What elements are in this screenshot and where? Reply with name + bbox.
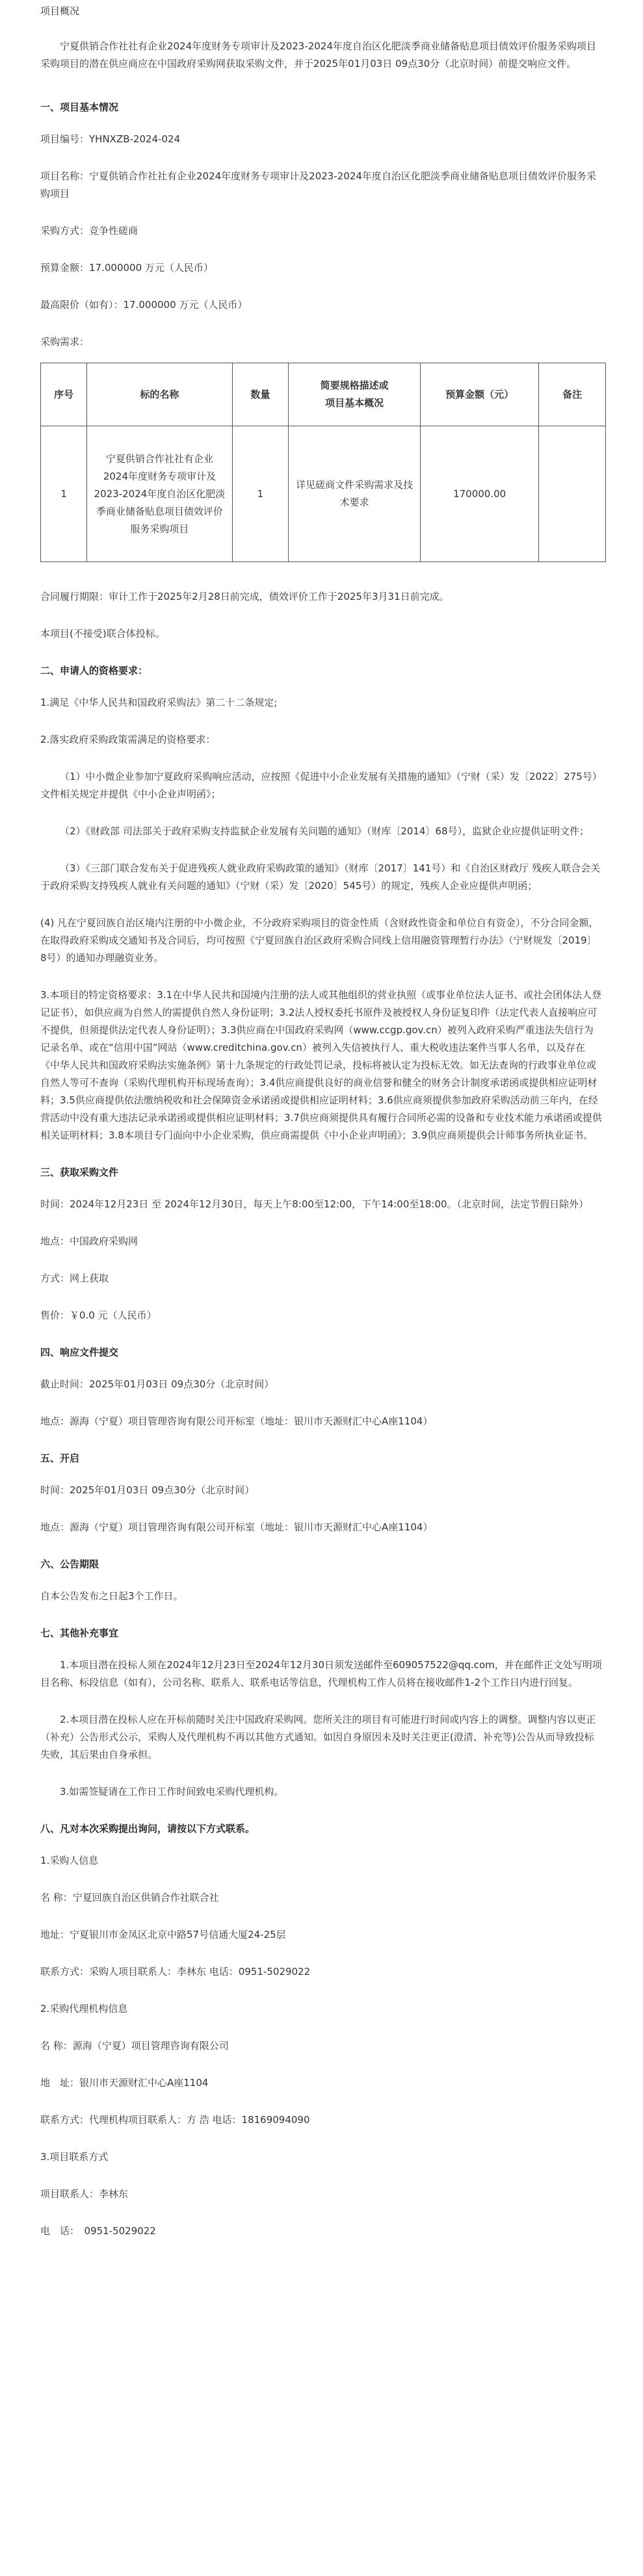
cell-qty: 1	[232, 426, 289, 562]
buyer-name: 名 称：宁夏回族自治区供销合作社联合社	[40, 1892, 219, 1903]
acquire-way: 方式：网上获取	[40, 1272, 109, 1284]
supplement-p2: 2.本项目潜在投标人应在开标前随时关注中国政府采购网。您所关注的项目有可能进行时间或内容上的调整。调整内容以更正（补充）公告形式公示，采购人及代理机构不再以其他方式通知。如因自身原因未及时关注更正(澄清、补充等)公告从而导致投标失败，其后果由自身承担。	[40, 1714, 596, 1760]
section-2-title: 二、申请人的资格要求：	[40, 665, 148, 676]
buyer-contact: 联系方式：采购人项目联系人：李林东 电话：0951-5029022	[40, 1966, 311, 1977]
consortium-note: 本项目(不接受)联合体投标。	[40, 628, 165, 639]
announcement-body	[40, 38, 603, 2253]
header-name: 标的名称	[87, 363, 232, 426]
intro-paragraph: 宁夏供销合作社社有企业2024年度财务专项审计及2023-2024年度自治区化肥淡季商业储备贴息项目债效评价服务采购项目 采购项目的潜在供应商应在中国政府采购网获取采购文件，并于2025年01月03日 09点30分（北京时间）前提交响应文件。	[40, 40, 596, 70]
opening-time: 时间：2025年01月03日 09点30分（北京时间）	[40, 1484, 255, 1496]
qualification-p1: 1.满足《中华人民共和国政府采购法》第二十二条规定;	[40, 697, 278, 708]
submit-place: 地点：源海（宁夏）项目管理咨询有限公司开标室（地址：银川市天源财汇中心A座1104）	[40, 1415, 433, 1427]
cell-budget: 170000.00	[421, 426, 539, 562]
submit-deadline: 截止时间：2025年01月03日 09点30分（北京时间）	[40, 1378, 274, 1390]
agent-contact: 联系方式：代理机构项目联系人：方 浩 电话：18169094090	[40, 2114, 310, 2126]
section-3-title: 三、获取采购文件	[40, 1166, 119, 1178]
header-spec	[289, 363, 421, 426]
section-6-title: 六、公告期限	[40, 1558, 99, 1570]
cell-no: 1	[41, 426, 87, 562]
project-contact-phone: 电 话： 0951-5029022	[40, 2225, 156, 2237]
acquire-place: 地点：中国政府采购网	[40, 1235, 138, 1247]
requirement-label: 采购需求：	[40, 336, 90, 348]
table-row	[41, 426, 606, 562]
header-remark: 备注	[539, 363, 606, 426]
agent-address: 地 址：银川市天源财汇中心A座1104	[40, 2077, 209, 2089]
supplement-p3: 3.如需签疑请在工作日工作时间致电采购代理机构。	[60, 1786, 284, 1797]
notice-period: 自本公告发布之日起3个工作日。	[40, 1590, 183, 1602]
cell-remark	[539, 426, 606, 562]
section-1-title: 一、项目基本情况	[40, 101, 119, 113]
header-budget: 预算金额（元）	[421, 363, 539, 426]
project-contact-label: 3.项目联系方式	[40, 2151, 109, 2163]
section-8-title: 八、凡对本次采购提出询问，请按以下方式联系。	[40, 1823, 256, 1835]
section-7-title: 七、其他补充事宜	[40, 1627, 119, 1639]
supplement-p1: 1.本项目潜在投标人须在2024年12月23日至2024年12月30日须发送邮件至609057522@qq.com，并在邮件正文处写明项目名称、标段信息（如有），公司名称、联系人、联系电话等信息，代理机构工作人员将在接收邮件1-2个工作日内进行回复。	[40, 1659, 602, 1688]
contract-period: 合同履行期限：审计工作于2025年2月28日前完成，债效评价工作于2025年3月31日前完成。	[40, 591, 449, 602]
acquire-price: 售价：￥0.0 元（人民币）	[40, 1309, 157, 1321]
project-number: 项目编号：YHNXZB-2024-024	[40, 133, 181, 145]
cell-name: 宁夏供销合作社社有企业2024年度财务专项审计及2023-2024年度自治区化肥淡季商业储备贴息项目债效评价服务采购项目	[87, 426, 232, 562]
project-name: 项目名称：宁夏供销合作社社有企业2024年度财务专项审计及2023-2024年度自治区化肥淡季商业储备贴息项目债效评价服务采购项目	[40, 170, 596, 200]
header-qty: 数量	[232, 363, 289, 426]
buyer-address: 地址：宁夏银川市金凤区北京中路57号信通大厦24-25层	[40, 1929, 286, 1940]
agent-name: 名 称：源海（宁夏）项目管理咨询有限公司	[40, 2040, 229, 2052]
section-5-title: 五、开启	[40, 1452, 80, 1464]
header-spec-line1: 简要规格描述或	[320, 380, 389, 391]
qualification-p4: （2）《财政部 司法部关于政府采购支持监狱企业发展有关问题的通知》（财库〔2014〕68号），监狱企业应提供证明文件；	[60, 825, 590, 837]
max-price: 最高限价（如有）：17.000000 万元（人民币）	[40, 299, 248, 311]
qualification-p2: 2.落实政府采购政策需满足的资格要求：	[40, 734, 216, 745]
header-spec-line2: 项目基本概况	[325, 397, 384, 409]
budget-amount: 预算金额：17.000000 万元（人民币）	[40, 262, 213, 274]
requirement-table	[40, 363, 606, 562]
cell-spec: 详见磋商文件采购需求及技术要求	[289, 426, 421, 562]
qualification-p7: 3.本项目的特定资格要求：3.1在中华人民共和国境内注册的法人或其他组织的营业执照（或事业单位法人证书、或社会团体法人登记证书），如供应商为自然人的需提供自然人身份证明；3.2法人授权委托书原件及被授权人身份证复印件（法定代表人直接响应可不提供，但须提供法定代表人身份证明）；3.3供应商在中国政府采购网（www.ccgp.gov.cn）被列入政府采购严重违法失信行为记录名单、或在“信用中国”网站（www.creditchina.gov.cn）被列入失信被执行人、重大税收违法案件当事人名单，以及存在《中华人民共和国政府采购法实施条例》第十九条规定的行政处罚记录，投标将被认定为投标无效。如无法查询的行政事业单位或自然人等可不查询（采购代理机构开标现场查询）；3.4供应商提供良好的商业信誉和健全的财务会计制度承诺函或提供相应证明材料；3.5供应商提供依法缴纳税收和社会保障资金承诺函或提供相应证明材料；3.6供应商须提供参加政府采购活动前三年内，在经营活动中没有重大违法记录承诺函或提供相应证明材料；3.7供应商须提供具有履行合同所必需的设备和专业技术能力承诺函或提供相关证明材料；3.8本项目专门面向中小企业采购，供应商需提供《中小企业声明函》；3.9供应商须提供会计师事务所执业证书。	[40, 989, 602, 1141]
table-header-row	[41, 363, 606, 426]
procurement-method: 采购方式：竞争性磋商	[40, 225, 138, 237]
qualification-p6: (4) 凡在宁夏回族自治区境内注册的中小微企业，不分政府采购项目的资金性质（含财政性资金和单位自有资金），不分合同金额，在取得政府采购成交通知书及合同后，均可按照《宁夏回族自治区政府采购合同线上信用融资管理暂行办法》（宁财规发〔2019〕8号）的通知办理融资业务。	[40, 917, 599, 964]
buyer-info-label: 1.采购人信息	[40, 1855, 99, 1866]
overview-label: 项目概况	[40, 5, 80, 17]
opening-place: 地点：源海（宁夏）项目管理咨询有限公司开标室（地址：银川市天源财汇中心A座1104）	[40, 1521, 433, 1533]
header-no: 序号	[41, 363, 87, 426]
agent-info-label: 2.采购代理机构信息	[40, 2003, 128, 2015]
qualification-p5: （3）《三部门联合发布关于促进残疾人就业政府采购政策的通知》（财库〔2017〕141号）和《自治区财政厅 残疾人联合会关于政府采购支持残疾人就业有关问题的通知》（宁财（采）发〔2020〕545号）的规定，残疾人企业应提供声明函；	[40, 862, 601, 892]
section-4-title: 四、响应文件提交	[40, 1346, 119, 1358]
acquire-time: 时间：2024年12月23日 至 2024年12月30日，每天上午8:00至12:00，下午14:00至18:00。（北京时间，法定节假日除外）	[40, 1198, 589, 1210]
qualification-p3: （1）中小微企业参加宁夏政府采购响应活动，应按照《促进中小企业发展有关措施的通知》（宁财（采）发〔2022〕275号）文件相关规定并提供《中小企业声明函》；	[40, 771, 602, 800]
project-contact-person: 项目联系人：李林东	[40, 2188, 129, 2200]
